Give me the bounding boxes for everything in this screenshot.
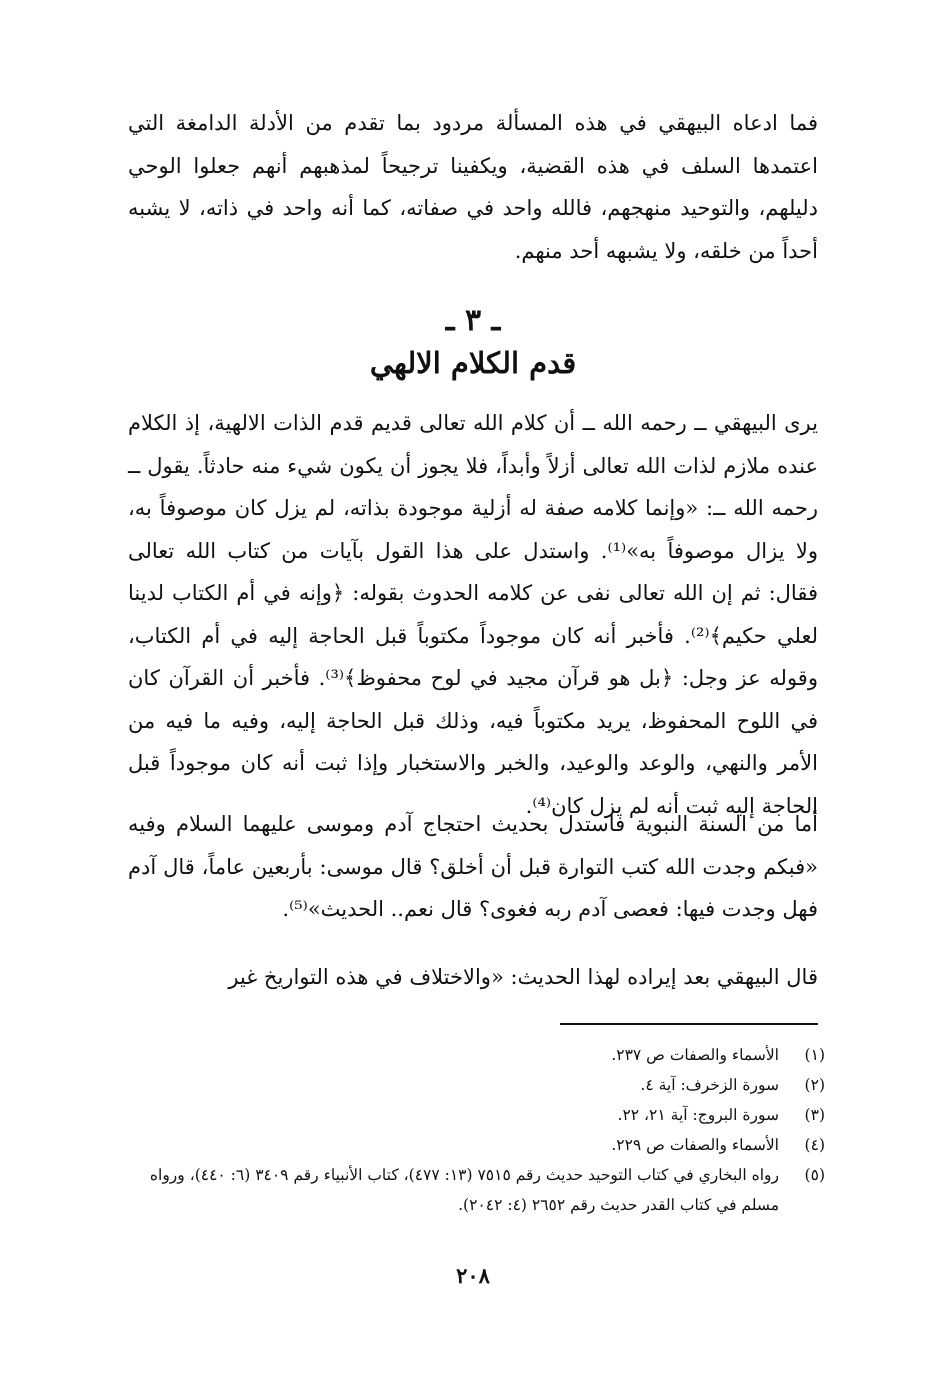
footnote-text: رواه البخاري في كتاب التوحيد حديث رقم ٧٥١٥ (١٣: ٤٧٧)، كتاب الأنبياء رقم ٣٤٠٩ (٦: ٤٤٠)، ورواه مسلم في كتاب القدر حديث رقم ٢٦٥٢ (٤: ٢٠٤٢). <box>149 1166 779 1214</box>
paragraph-intro: فما ادعاه البيهقي في هذه المسألة مردود بما تقدم من الأدلة الدامغة التي اعتمدها السلف في هذه القضية، ويكفينا ترجيحاً لمذهبهم أنهم جعلوا الوحي دليلهم، والتوحيد منهجهم، فالله واحد في صفاته، كما أنه واحد في ذاته، لا يشبه أحداً من خلقه، ولا يشبهه أحد منهم. <box>128 111 818 263</box>
footnote-number: (٣) <box>804 1106 825 1124</box>
section-number: ـ ٣ ـ <box>445 303 501 338</box>
footnote-item <box>110 1070 825 1100</box>
footnote-text: سورة البروج: آية ٢١، ٢٢. <box>617 1106 779 1124</box>
footnote-item <box>110 1130 825 1160</box>
footnotes-list <box>110 1040 825 1220</box>
footnote-item <box>110 1160 825 1220</box>
paragraph-sunnah-evidence: أما من السنة النبوية فاستدل بحديث احتجاج آدم وموسى عليهما السلام وفيه «فبكم وجدت الله كتب التوارة قبل أن أخلق؟ قال موسى: بأربعين عاماً، قال آدم فهل وجدت فيها: فعصى آدم ربه فغوى؟ قال نعم.. الحديث»⁽⁵⁾. <box>128 812 818 921</box>
footnote-number: (١) <box>804 1046 825 1064</box>
footnote-divider <box>560 1023 818 1025</box>
page-number: ٢٠٨ <box>456 1263 490 1288</box>
footnote-number: (٤) <box>804 1136 825 1154</box>
footnote-item <box>110 1040 825 1070</box>
footnote-item <box>110 1100 825 1130</box>
section-title: قدم الكلام الالهي <box>369 346 577 380</box>
footnote-text: الأسماء والصفات ص ٢٢٩. <box>611 1136 779 1154</box>
footnote-number: (٥) <box>804 1166 825 1184</box>
footnote-text: سورة الزخرف: آية ٤. <box>640 1076 779 1094</box>
footnote-text: الأسماء والصفات ص ٢٣٧. <box>611 1046 779 1064</box>
paragraph-quran-evidence: يرى البيهقي ــ رحمه الله ــ أن كلام الله تعالى قديم قدم الذات الالهية، إذ الكلام عنده ملازم لذات الله تعالى أزلاً وأبداً، فلا يجوز أن يكون شيء منه حادثاً. يقول ــ رحمه الله ــ: «وإنما كلامه صفة له أزلية موجودة بذاته، لم يزل كان موصوفاً به، ولا يزال موصوفاً به»⁽¹⁾. واستدل على هذا القول بآيات من كتاب الله تعالى فقال: ثم إن الله تعالى نفى عن كلامه الحدوث بقوله: ﴿وإنه في أم الكتاب لدينا لعلي حكيم﴾⁽²⁾. فأخبر أنه كان موجوداً مكتوباً قبل الحاجة إليه في أم الكتاب، وقوله عز وجل: ﴿بل هو قرآن مجيد في لوح محفوظ﴾⁽³⁾. فأخبر أن القرآن كان في اللوح المحفوظ، يريد مكتوباً فيه، وذلك قبل الحاجة إليه، وفيه ما فيه من الأمر والنهي، والوعد والوعيد، والخبر والاستخبار وإذا ثبت أنه كان موجوداً قبل الحاجة إليه ثبت أنه لم يزل كان⁽⁴⁾. <box>128 411 819 818</box>
paragraph-continuation: قال البيهقي بعد إيراده لهذا الحديث: «والاختلاف في هذه التواريخ غير <box>228 965 818 989</box>
footnote-number: (٢) <box>804 1076 825 1094</box>
